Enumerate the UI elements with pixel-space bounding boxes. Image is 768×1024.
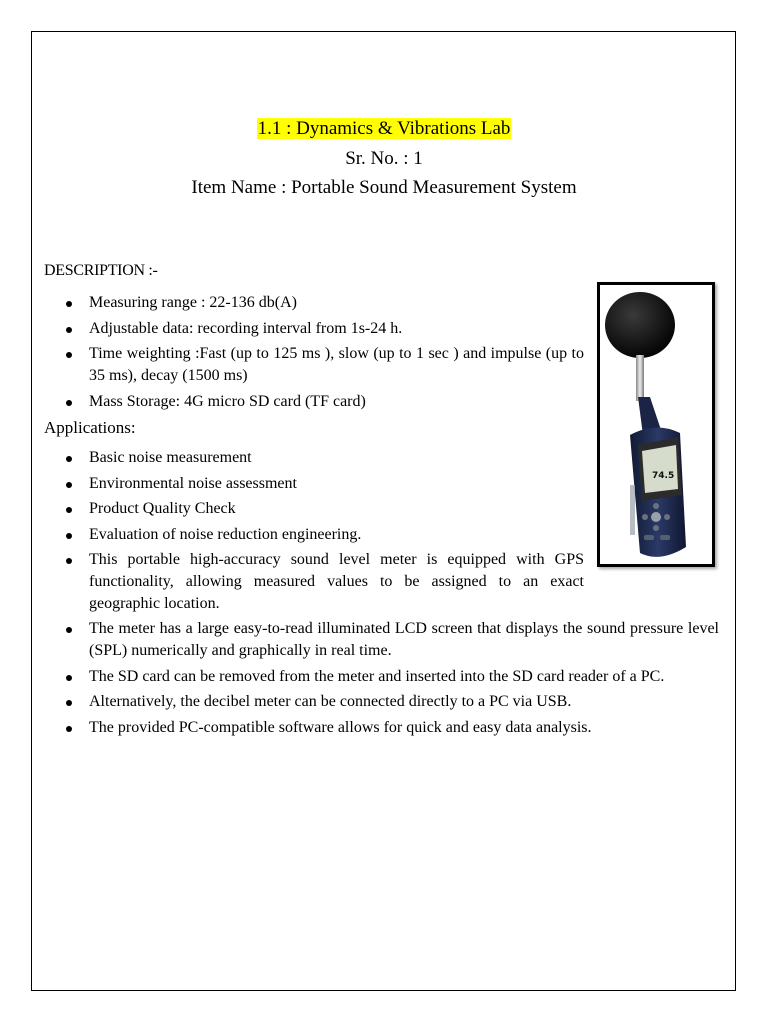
list-item: Mass Storage: 4G micro SD card (TF card) xyxy=(44,391,584,413)
applications-list xyxy=(44,447,584,619)
list-item: Measuring range : 22-136 db(A) xyxy=(44,292,584,314)
list-item: Evaluation of noise reduction engineering. xyxy=(44,524,584,546)
description-list xyxy=(44,292,584,416)
sound-level-meter-icon xyxy=(600,285,712,564)
lab-title-text: 1.1 : Dynamics & Vibrations Lab xyxy=(257,118,511,139)
lab-title xyxy=(0,114,768,144)
list-item: The meter has a large easy-to-read illuminated LCD screen that displays the sound pressure level (SPL) numerically and graphically in real time. xyxy=(44,618,719,662)
list-item: This portable high-accuracy sound level meter is equipped with GPS functionality, allowing measured values to be assigned to an exact geographic location. xyxy=(44,549,584,615)
sound-level-meter-photo xyxy=(597,282,715,567)
applications-list-continued xyxy=(44,618,719,742)
meter-reading: 74.5 xyxy=(652,471,675,481)
list-item: Product Quality Check xyxy=(44,498,584,520)
list-item: The provided PC-compatible software allows for quick and easy data analysis. xyxy=(44,717,719,739)
list-item: Time weighting :Fast (up to 125 ms ), slow (up to 1 sec ) and impulse (up to 35 ms), decay (1500 ms) xyxy=(44,343,584,387)
list-item: Environmental noise assessment xyxy=(44,473,584,495)
list-item: Basic noise measurement xyxy=(44,447,584,469)
serial-number: Sr. No. : 1 xyxy=(345,148,423,169)
list-item: Adjustable data: recording interval from 1s-24 h. xyxy=(44,318,584,340)
item-name: Item Name : Portable Sound Measurement System xyxy=(191,177,577,198)
list-item: Alternatively, the decibel meter can be connected directly to a PC via USB. xyxy=(44,691,719,713)
applications-heading: Applications: xyxy=(44,418,136,437)
description-heading: DESCRIPTION :- xyxy=(44,262,158,279)
list-item: The SD card can be removed from the meter and inserted into the SD card reader of a PC. xyxy=(44,666,719,688)
